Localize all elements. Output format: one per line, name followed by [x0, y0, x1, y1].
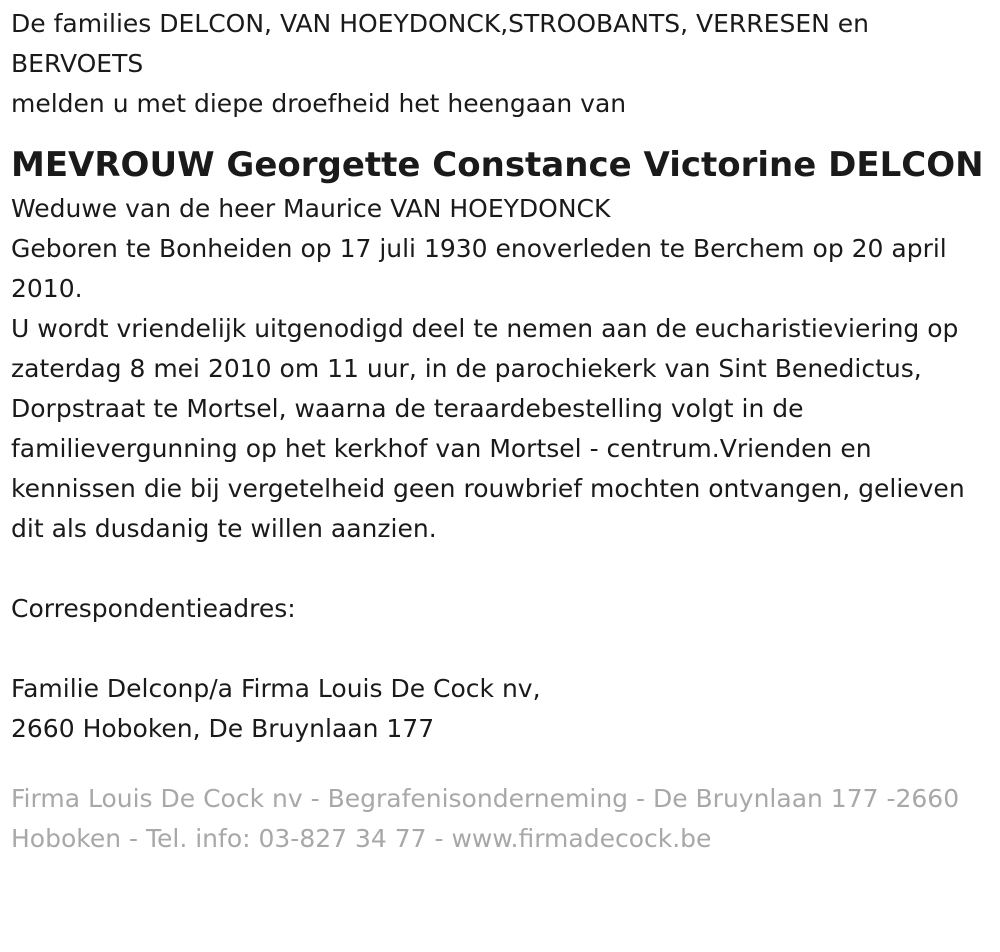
widow-line: Weduwe van de heer Maurice VAN HOEYDONCK — [11, 194, 611, 223]
families-intro: De families DELCON, VAN HOEYDONCK,STROOBANTS, VERRESEN en BERVOETS — [11, 9, 869, 78]
funeral-invitation: U wordt vriendelijk uitgenodigd deel te nemen aan de eucharistieviering op zaterdag 8 mei 2010 om 11 uur, in de parochiekerk van Sint Benedictus, Dorpstraat te Mortsel, waarna de teraardebestelling volgt in de familievergunning op het kerkhof van Mortsel - centrum.Vrienden en kennissen die bij vergetelheid geen rouwbrief mochten ontvangen, gelieven dit als dusdanig te willen aanzien. — [11, 314, 965, 543]
spacer — [11, 549, 991, 589]
address-line-1: Familie Delconp/a Firma Louis De Cock nv, — [11, 674, 541, 703]
deceased-name-title: MEVROUW Georgette Constance Victorine DELCON — [11, 145, 984, 185]
funeral-home-footer: Firma Louis De Cock nv - Begrafenisonderneming - De Bruynlaan 177 -2660 Hoboken - Tel. info: 03-827 34 77 - www.firmadecock.be — [11, 784, 960, 853]
address-line-2: 2660 Hoboken, De Bruynlaan 177 — [11, 714, 435, 743]
birth-death-line: Geboren te Bonheiden op 17 juli 1930 enoverleden te Berchem op 20 april 2010. — [11, 234, 947, 303]
announcement-line: melden u met diepe droefheid het heengaan van — [11, 89, 627, 118]
obituary-notice — [11, 4, 991, 859]
correspondence-label: Correspondentieadres: — [11, 594, 296, 623]
spacer — [11, 629, 991, 669]
